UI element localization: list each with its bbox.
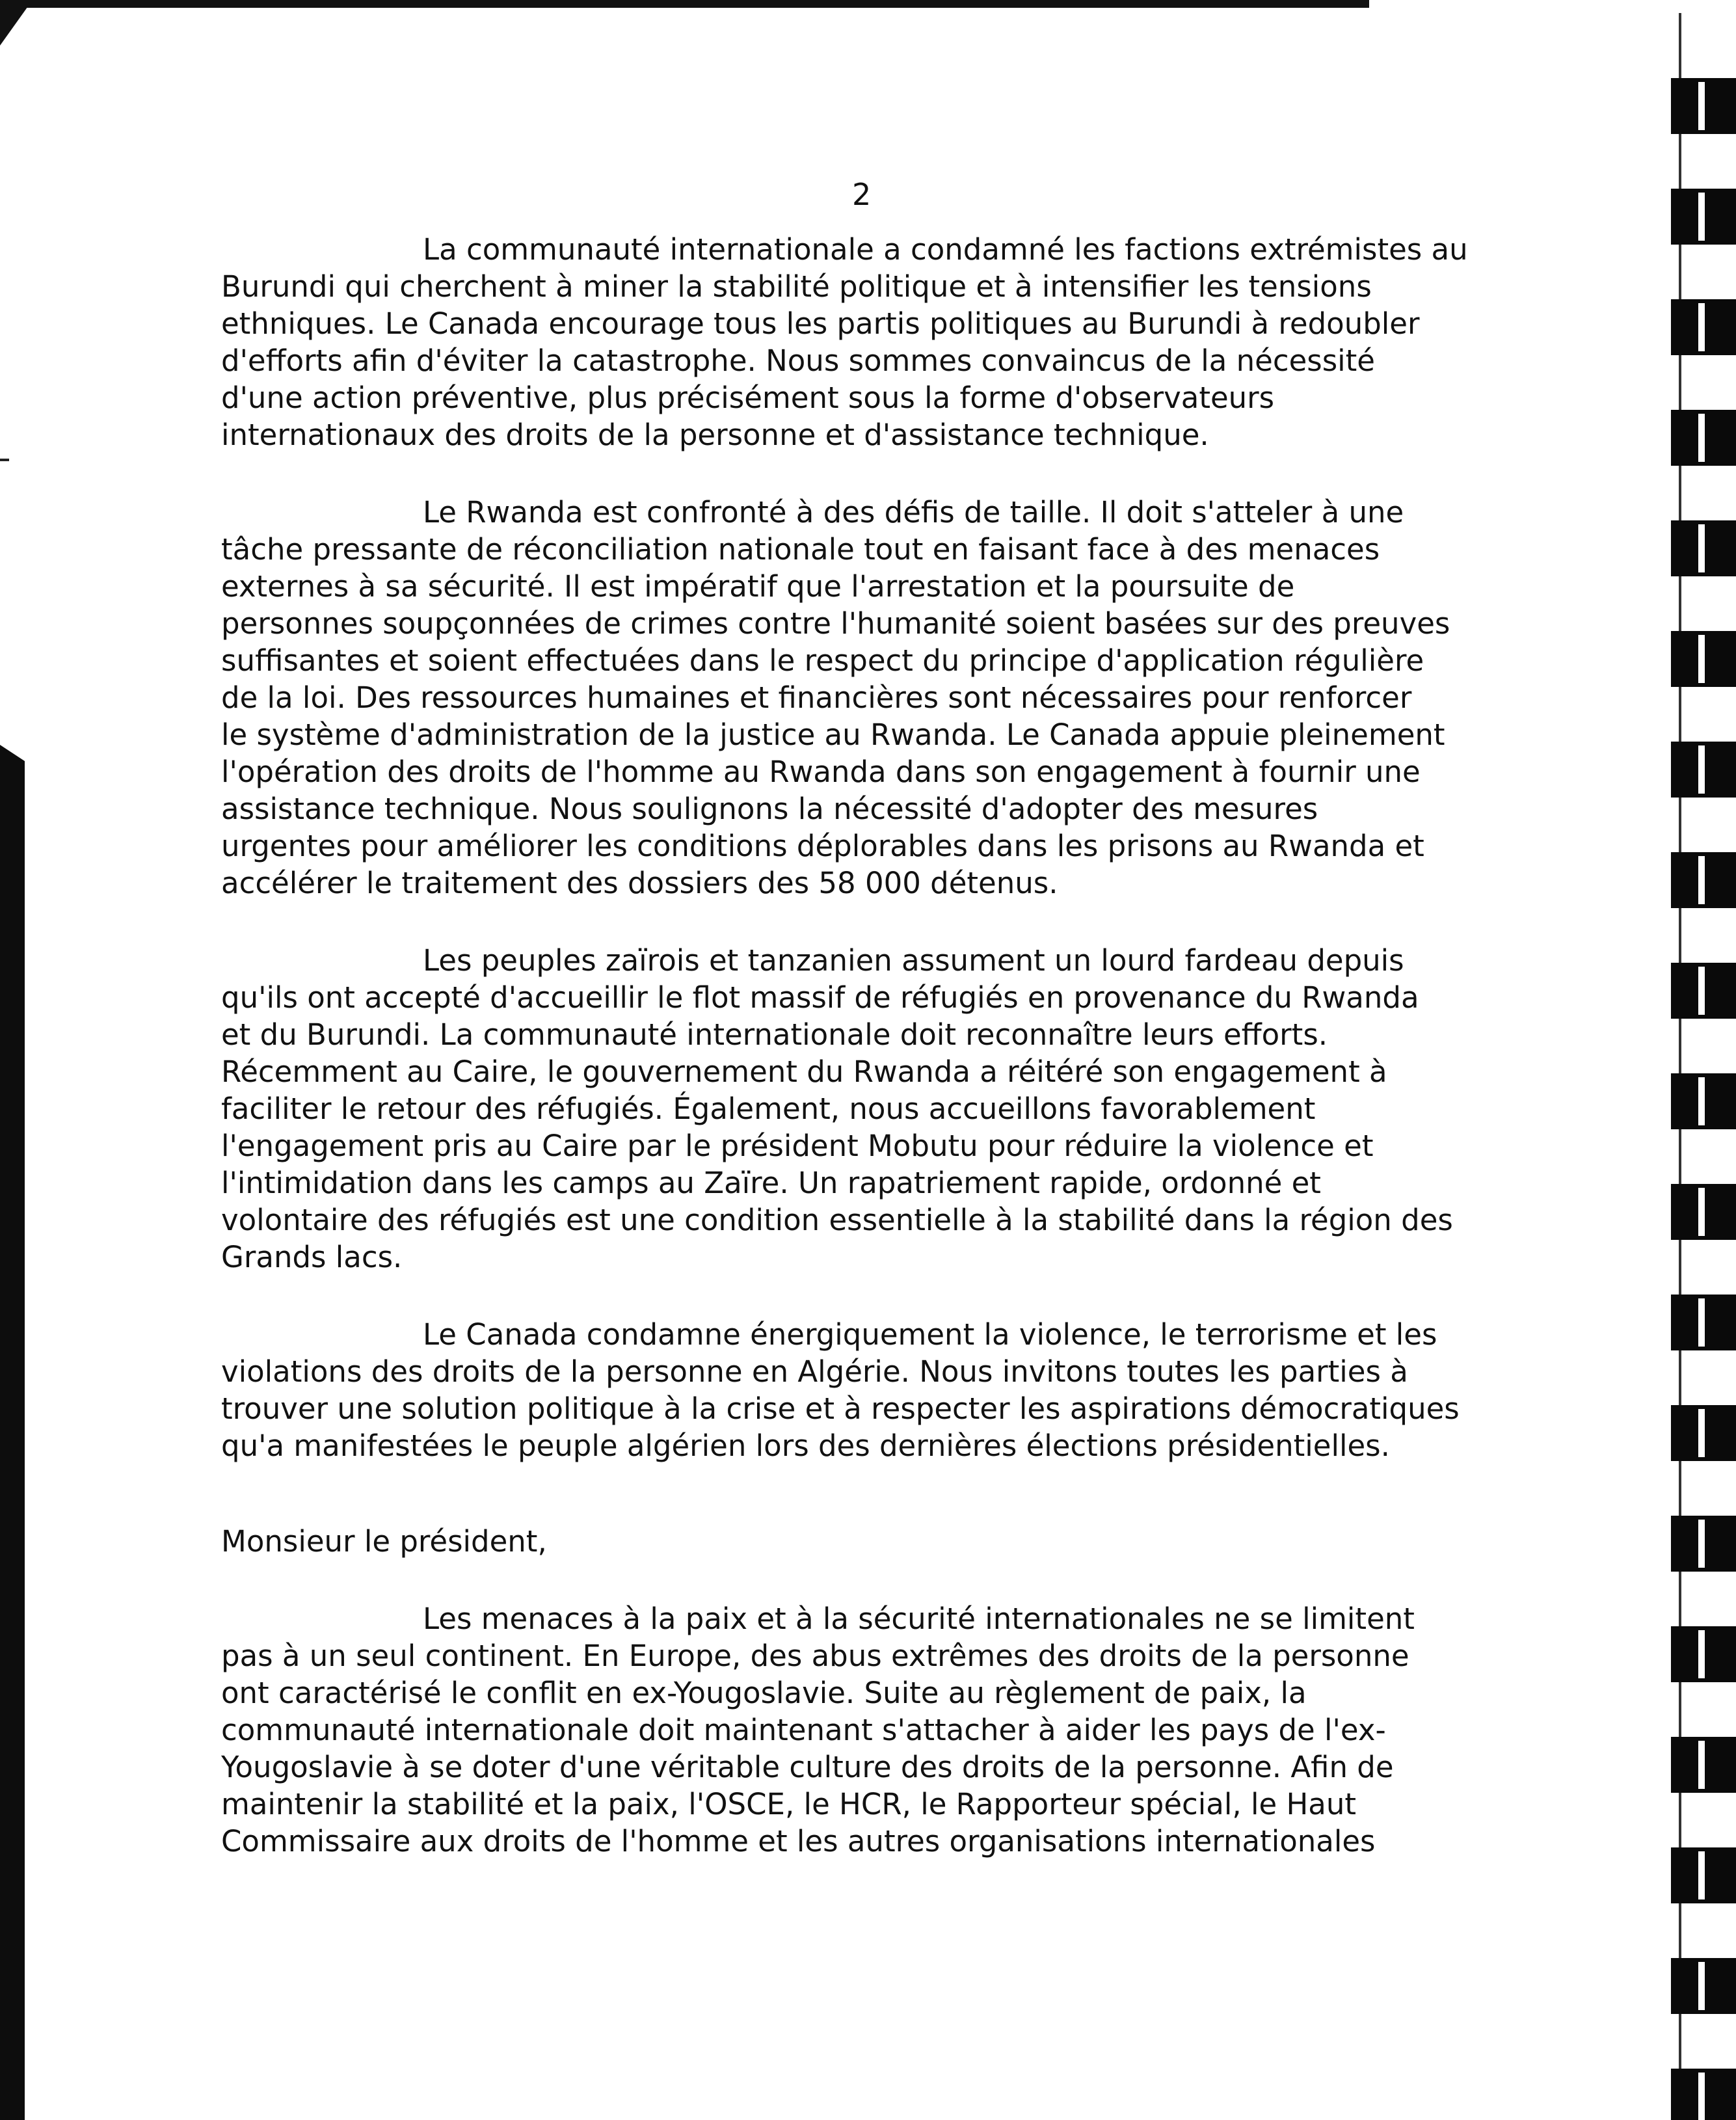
text-line: qu'ils ont accepté d'accueillir le flot massif de réfugiés en provenance du Rwanda: [221, 980, 1419, 1015]
binding-ring: [1671, 410, 1736, 466]
scan-left-shadow-tip: [0, 745, 25, 761]
text-line: Récemment au Caire, le gouvernement du Rwanda a réitéré son engagement à: [221, 1054, 1387, 1089]
text-line: communauté internationale doit maintenant s'attacher à aider les pays de l'ex-: [221, 1713, 1386, 1747]
text-line: d'une action préventive, plus précisément sous la forme d'observateurs: [221, 381, 1275, 415]
text-line: l'opération des droits de l'homme au Rwanda dans son engagement à fournir une: [221, 755, 1421, 789]
text-line: suffisantes et soient effectuées dans le respect du principe d'application régulière: [221, 643, 1424, 678]
paragraph-yugoslavia: [221, 1600, 1496, 1860]
text-line: accélérer le traitement des dossiers des 58 000 détenus.: [221, 866, 1058, 900]
binding-ring: [1671, 520, 1736, 576]
text-line: personnes soupçonnées de crimes contre l'humanité soient basées sur des preuves: [221, 606, 1450, 641]
text-line: Commissaire aux droits de l'homme et les autres organisations internationales: [221, 1824, 1376, 1858]
text-line: le système d'administration de la justice au Rwanda. Le Canada appuie pleinement: [221, 718, 1445, 752]
binding-ring: [1671, 1847, 1736, 1903]
text-line: La communauté internationale a condamné les factions extrémistes au: [423, 232, 1468, 267]
text-line: et du Burundi. La communauté internationale doit reconnaître leurs efforts.: [221, 1017, 1328, 1052]
text-line: de la loi. Des ressources humaines et financières sont nécessaires pour renforcer: [221, 680, 1412, 715]
binding-ring: [1671, 1737, 1736, 1793]
binding-ring: [1671, 299, 1736, 355]
text-line: externes à sa sécurité. Il est impératif que l'arrestation et la poursuite de: [221, 569, 1295, 604]
text-line: ont caractérisé le conflit en ex-Yougoslavie. Suite au règlement de paix, la: [221, 1676, 1307, 1710]
scan-margin-tick: [0, 459, 9, 461]
binding-ring: [1671, 2069, 1736, 2120]
text-line: Grands lacs.: [221, 1240, 403, 1274]
binding-ring: [1671, 631, 1736, 687]
binding-ring: [1671, 189, 1736, 245]
scan-corner-mark: [0, 0, 33, 46]
text-line: Yougoslavie à se doter d'une véritable culture des droits de la personne. Afin de: [221, 1750, 1394, 1784]
document-body: [221, 231, 1496, 1900]
text-line: d'efforts afin d'éviter la catastrophe. Nous sommes convaincus de la nécessité: [221, 343, 1375, 378]
binding-ring: [1671, 1958, 1736, 2014]
text-line: urgentes pour améliorer les conditions déplorables dans les prisons au Rwanda et: [221, 829, 1424, 863]
binding-ring: [1671, 78, 1736, 134]
text-line: l'intimidation dans les camps au Zaïre. Un rapatriement rapide, ordonné et: [221, 1166, 1321, 1200]
binding-ring: [1671, 1405, 1736, 1461]
text-line: internationaux des droits de la personne et d'assistance technique.: [221, 418, 1209, 452]
text-line: volontaire des réfugiés est une condition essentielle à la stabilité dans la région des: [221, 1203, 1453, 1237]
text-line: ethniques. Le Canada encourage tous les partis politiques au Burundi à redoubler: [221, 306, 1420, 341]
paragraph-refugees: [221, 942, 1496, 1276]
binding-ring: [1671, 1516, 1736, 1572]
page-number: 2: [852, 177, 872, 212]
binding-ring: [1671, 1184, 1736, 1240]
spiral-binding: [1638, 13, 1736, 2120]
paragraph-algeria: [221, 1316, 1496, 1464]
text-line: tâche pressante de réconciliation nationale tout en faisant face à des menaces: [221, 532, 1380, 567]
text-line: Les menaces à la paix et à la sécurité internationales ne se limitent: [423, 1602, 1415, 1636]
scan-top-edge: [0, 0, 1369, 8]
text-line: Le Rwanda est confronté à des défis de taille. Il doit s'atteler à une: [423, 495, 1404, 530]
salutation: Monsieur le président,: [221, 1524, 547, 1559]
text-line: violations des droits de la personne en Algérie. Nous invitons toutes les parties à: [221, 1354, 1408, 1389]
text-line: maintenir la stabilité et la paix, l'OSCE, le HCR, le Rapporteur spécial, le Haut: [221, 1787, 1357, 1821]
scan-left-shadow: [0, 761, 25, 2120]
binding-ring: [1671, 852, 1736, 908]
binding-ring: [1671, 1073, 1736, 1129]
text-line: l'engagement pris au Caire par le président Mobutu pour réduire la violence et: [221, 1129, 1374, 1163]
paragraph-rwanda: [221, 494, 1496, 902]
text-line: trouver une solution politique à la crise et à respecter les aspirations démocratiques: [221, 1391, 1460, 1426]
text-line: faciliter le retour des réfugiés. Également, nous accueillons favorablement: [221, 1092, 1316, 1126]
binding-ring: [1671, 742, 1736, 798]
text-line: Les peuples zaïrois et tanzanien assument un lourd fardeau depuis: [423, 943, 1404, 978]
text-line: assistance technique. Nous soulignons la nécessité d'adopter des mesures: [221, 792, 1318, 826]
text-line: pas à un seul continent. En Europe, des abus extrêmes des droits de la personne: [221, 1639, 1409, 1673]
paragraph-burundi: [221, 231, 1496, 453]
binding-ring: [1671, 1626, 1736, 1682]
binding-ring: [1671, 1295, 1736, 1350]
text-line: Le Canada condamne énergiquement la violence, le terrorisme et les: [423, 1317, 1437, 1352]
text-line: Burundi qui cherchent à miner la stabilité politique et à intensifier les tensions: [221, 269, 1372, 304]
text-line: qu'a manifestées le peuple algérien lors des dernières élections présidentielles.: [221, 1429, 1390, 1463]
binding-ring: [1671, 963, 1736, 1019]
